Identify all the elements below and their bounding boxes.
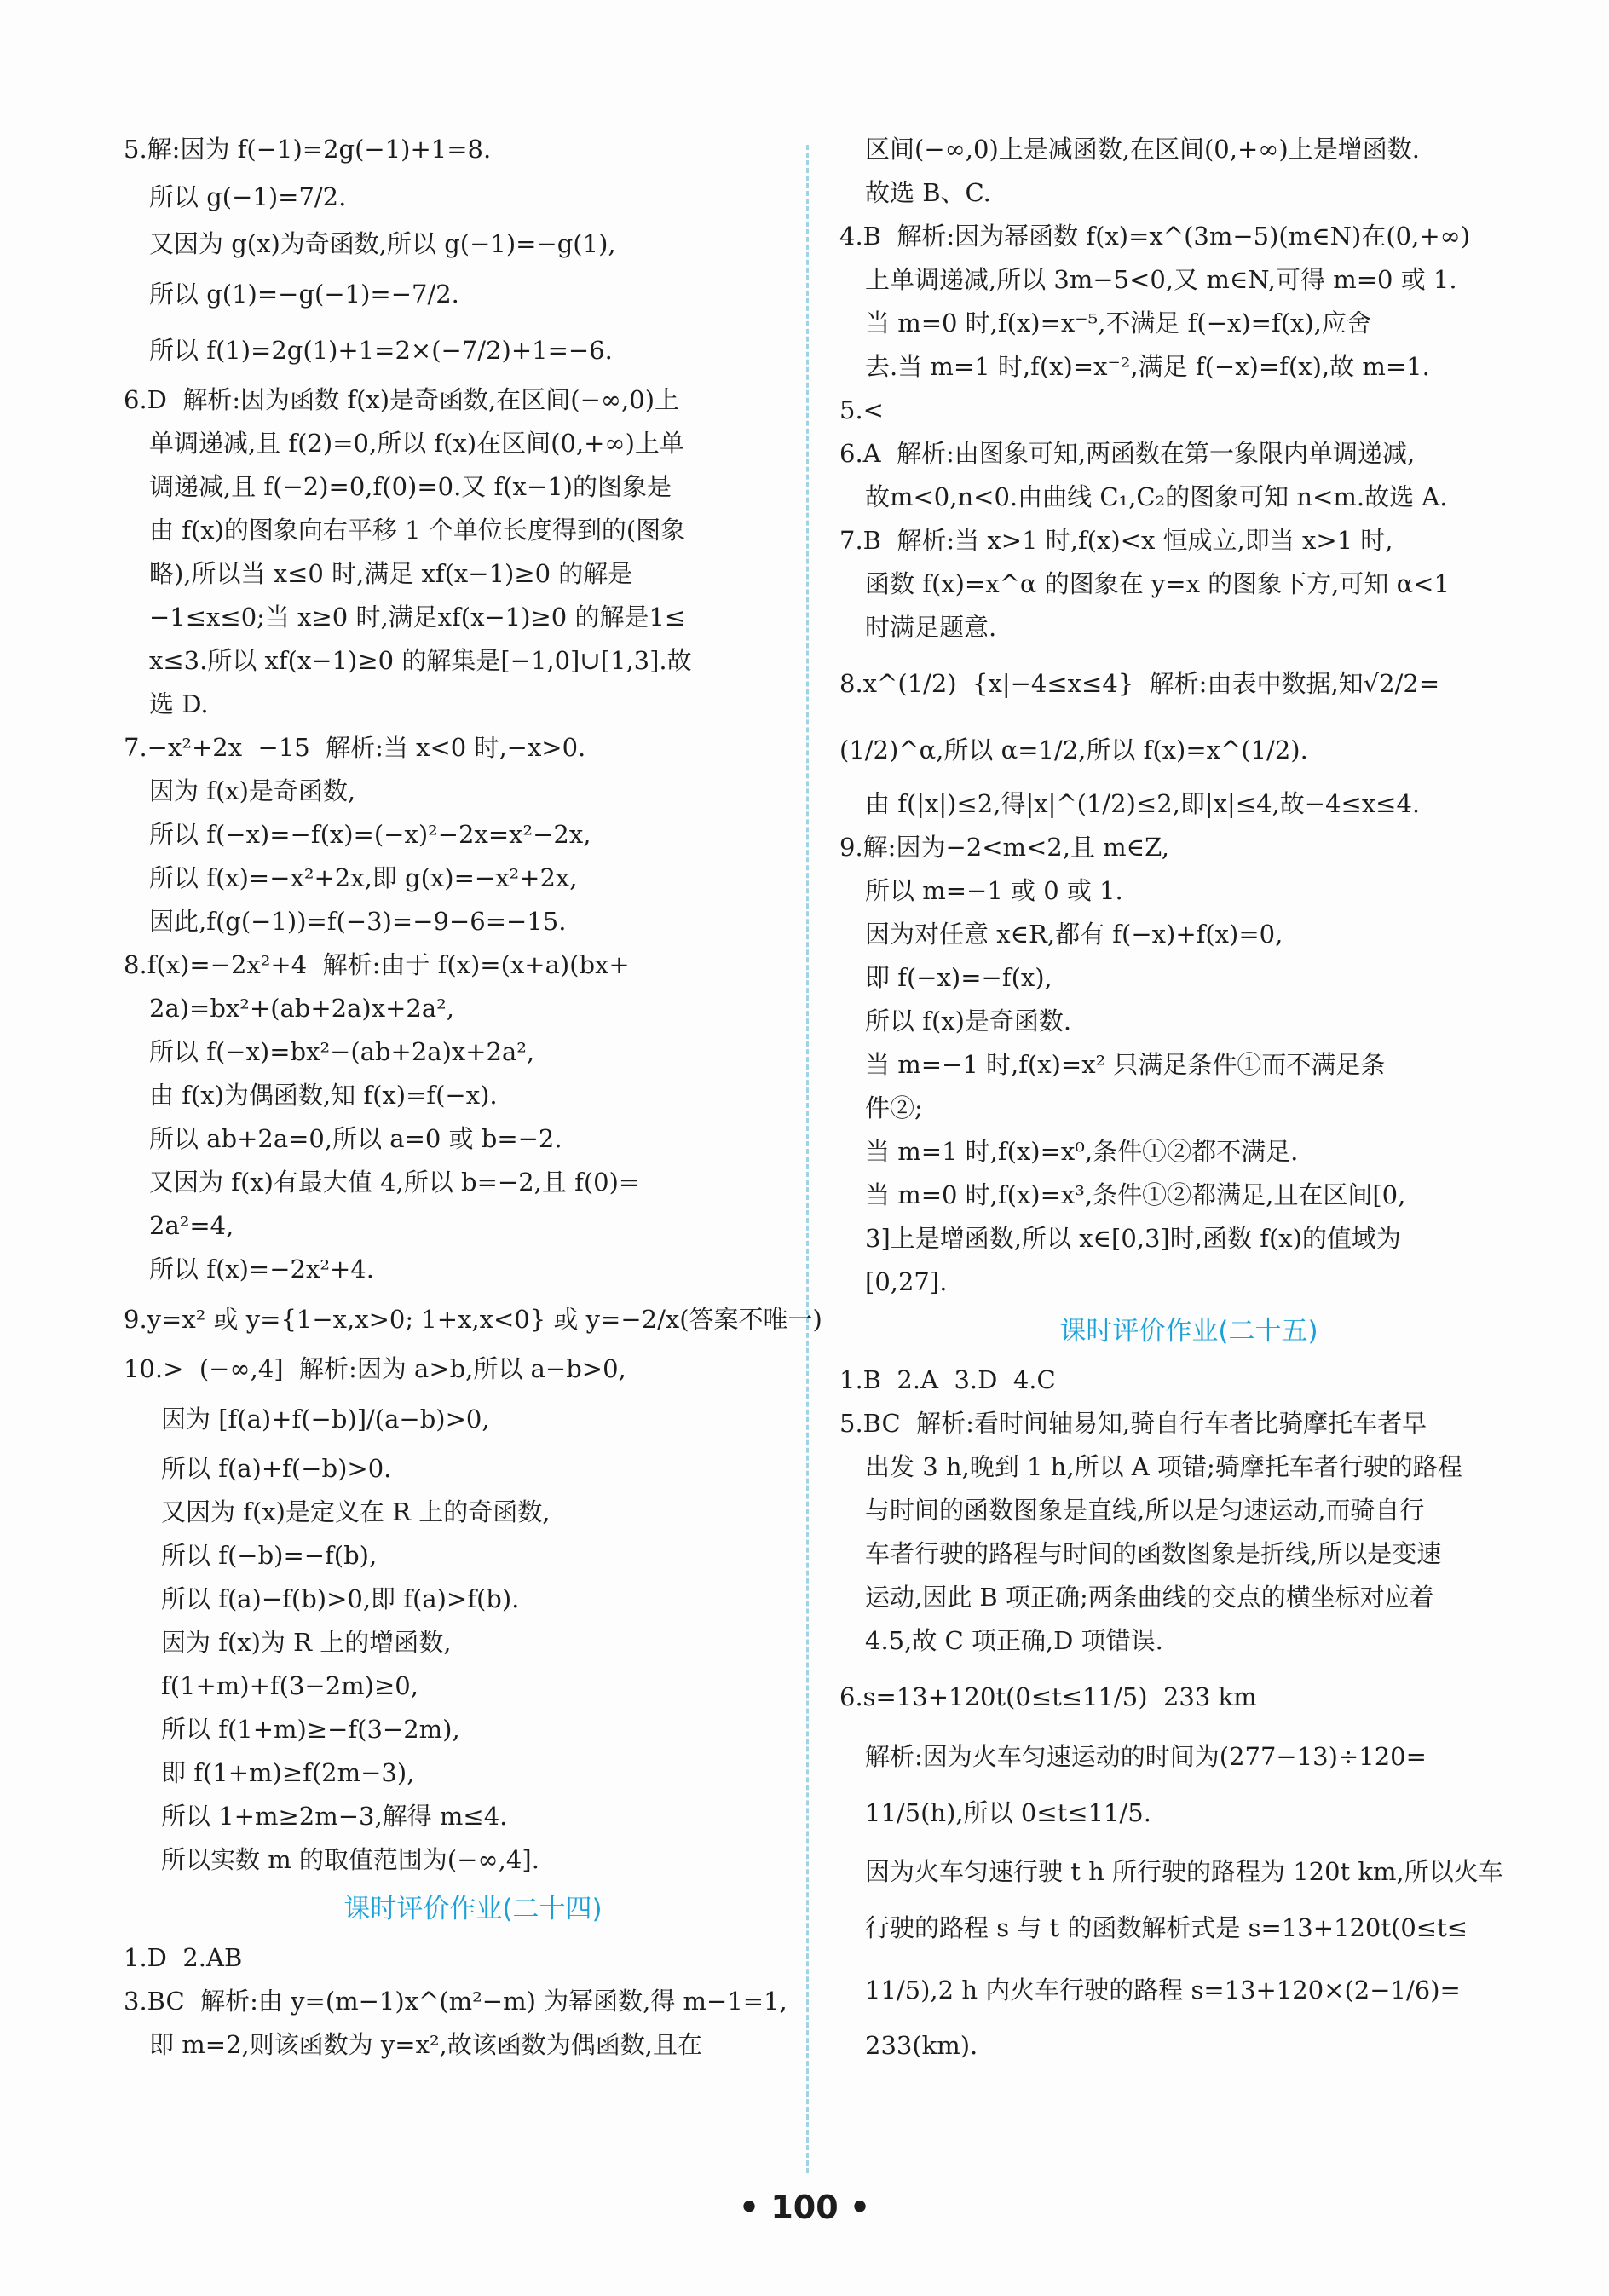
- text-line: 上单调递减,所以 3m−5<0,又 m∈N,可得 m=0 或 1.: [865, 265, 1457, 294]
- text-line: 所以 g(1)=−g(−1)=−7/2.: [149, 280, 459, 309]
- text-line: 解析:因为火车匀速运动的时间为(277−13)÷120=: [865, 1742, 1427, 1771]
- text-line: 所以 f(x)是奇函数.: [865, 1007, 1072, 1036]
- text-line: −1≤x≤0;当 x≥0 时,满足xf(x−1)≥0 的解是1≤: [149, 603, 686, 632]
- text-line: 所以实数 m 的取值范围为(−∞,4].: [161, 1845, 539, 1874]
- text-line: 即 f(1+m)≥f(2m−3),: [161, 1758, 415, 1787]
- text-line: 即 m=2,则该函数为 y=x²,故该函数为偶函数,且在: [149, 2030, 703, 2059]
- text-line: 当 m=0 时,f(x)=x⁻⁵,不满足 f(−x)=f(x),应舍: [865, 309, 1371, 337]
- text-line: 单调递减,且 f(2)=0,所以 f(x)在区间(0,+∞)上单: [149, 429, 684, 458]
- text-line: 所以 ab+2a=0,所以 a=0 或 b=−2.: [149, 1124, 562, 1153]
- text-line: 7.B 解析:当 x>1 时,f(x)<x 恒成立,即当 x>1 时,: [839, 526, 1393, 555]
- text-line: 5.BC 解析:看时间轴易知,骑自行车者比骑摩托车者早: [839, 1409, 1427, 1438]
- text-line: 2a²=4,: [149, 1211, 234, 1240]
- text-line: 11/5(h),所以 0≤t≤11/5.: [865, 1798, 1151, 1827]
- text-line: 2a)=bx²+(ab+2a)x+2a²,: [149, 994, 454, 1023]
- text-line: 7.−x²+2x −15 解析:当 x<0 时,−x>0.: [124, 733, 586, 762]
- text-line: 6.D 解析:因为函数 f(x)是奇函数,在区间(−∞,0)上: [124, 385, 680, 414]
- text-line: 调递减,且 f(−2)=0,f(0)=0.又 f(x−1)的图象是: [149, 472, 672, 501]
- text-line: 件②;: [865, 1093, 923, 1122]
- text-line: 5.解:因为 f(−1)=2g(−1)+1=8.: [124, 135, 492, 164]
- text-line: 去.当 m=1 时,f(x)=x⁻²,满足 f(−x)=f(x),故 m=1.: [865, 352, 1430, 381]
- text-line: 故m<0,n<0.由曲线 C₁,C₂的图象可知 n<m.故选 A.: [865, 482, 1448, 511]
- text-line: 因此,f(g(−1))=f(−3)=−9−6=−15.: [149, 907, 567, 936]
- text-line: 1.B 2.A 3.D 4.C: [839, 1365, 1056, 1394]
- text-line: 所以 f(−x)=bx²−(ab+2a)x+2a²,: [149, 1037, 535, 1066]
- text-line: 6.A 解析:由图象可知,两函数在第一象限内单调递减,: [839, 439, 1416, 468]
- text-line: 因为 f(x)为 R 上的增函数,: [161, 1628, 452, 1657]
- text-line: (1/2)^α,所以 α=1/2,所以 f(x)=x^(1/2).: [839, 736, 1308, 764]
- text-line: 当 m=−1 时,f(x)=x² 只满足条件①而不满足条: [865, 1050, 1386, 1079]
- text-line: 时满足题意.: [865, 613, 997, 642]
- text-line: 当 m=1 时,f(x)=x⁰,条件①②都不满足.: [865, 1137, 1299, 1166]
- text-line: 8.f(x)=−2x²+4 解析:由于 f(x)=(x+a)(bx+: [124, 950, 630, 979]
- text-line: 所以 f(1)=2g(1)+1=2×(−7/2)+1=−6.: [149, 336, 613, 365]
- text-line: 由 f(|x|)≤2,得|x|^(1/2)≤2,即|x|≤4,故−4≤x≤4.: [865, 789, 1421, 818]
- section-heading: 课时评价作业(二十四): [343, 1894, 603, 1924]
- text-line: 10.> (−∞,4] 解析:因为 a>b,所以 a−b>0,: [124, 1354, 626, 1383]
- text-line: [0,27].: [865, 1267, 948, 1296]
- text-line: 由 f(x)为偶函数,知 f(x)=f(−x).: [149, 1081, 498, 1110]
- text-line: 选 D.: [149, 689, 209, 718]
- text-line: 所以 f(x)=−x²+2x,即 g(x)=−x²+2x,: [149, 863, 578, 892]
- text-line: 函数 f(x)=x^α 的图象在 y=x 的图象下方,可知 α<1: [865, 569, 1450, 598]
- text-line: 所以 f(x)=−2x²+4.: [149, 1255, 374, 1284]
- right-column: [839, 128, 1538, 2068]
- text-line: 行驶的路程 s 与 t 的函数解析式是 s=13+120t(0≤t≤: [865, 1913, 1468, 1942]
- page-number: • 100 •: [738, 2189, 871, 2226]
- text-line: 区间(−∞,0)上是减函数,在区间(0,+∞)上是增函数.: [865, 135, 1420, 164]
- text-line: 所以 f(−x)=−f(x)=(−x)²−2x=x²−2x,: [149, 820, 591, 849]
- text-line: x≤3.所以 xf(x−1)≥0 的解集是[−1,0]∪[1,3].故: [149, 646, 692, 675]
- text-line: 3]上是增函数,所以 x∈[0,3]时,函数 f(x)的值域为: [865, 1224, 1401, 1253]
- text-line: 由 f(x)的图象向右平移 1 个单位长度得到的(图象: [149, 516, 686, 545]
- text-line: 所以 f(1+m)≥−f(3−2m),: [161, 1715, 460, 1744]
- text-line: 9.y=x² 或 y={1−x,x>0; 1+x,x<0} 或 y=−2/x(答案不唯一): [124, 1305, 822, 1334]
- text-line: 又因为 f(x)是定义在 R 上的奇函数,: [161, 1497, 551, 1526]
- text-line: 4.5,故 C 项正确,D 项错误.: [865, 1626, 1163, 1655]
- text-line: 4.B 解析:因为幂函数 f(x)=x^(3m−5)(m∈N)在(0,+∞): [839, 222, 1471, 251]
- text-line: 因为 [f(a)+f(−b)]/(a−b)>0,: [161, 1405, 490, 1434]
- text-line: 所以 f(a)−f(b)>0,即 f(a)>f(b).: [161, 1584, 520, 1613]
- text-line: 所以 g(−1)=7/2.: [149, 182, 347, 211]
- text-line: 9.解:因为−2<m<2,且 m∈Z,: [839, 833, 1169, 862]
- text-line: 233(km).: [865, 2031, 978, 2060]
- text-line: 又因为 g(x)为奇函数,所以 g(−1)=−g(1),: [149, 229, 616, 258]
- text-line: 当 m=0 时,f(x)=x³,条件①②都满足,且在区间[0,: [865, 1180, 1406, 1209]
- left-column: [124, 128, 822, 2067]
- text-line: 所以 f(a)+f(−b)>0.: [161, 1454, 392, 1483]
- text-line: 故选 B、C.: [865, 178, 991, 207]
- text-line: 因为 f(x)是奇函数,: [149, 776, 356, 805]
- text-line: 又因为 f(x)有最大值 4,所以 b=−2,且 f(0)=: [149, 1168, 640, 1197]
- text-line: 6.s=13+120t(0≤t≤11/5) 233 km: [839, 1682, 1257, 1711]
- text-line: 8.x^(1/2) {x|−4≤x≤4} 解析:由表中数据,知√2/2=: [839, 669, 1440, 698]
- text-line: 5.<: [839, 395, 884, 424]
- text-line: 所以 m=−1 或 0 或 1.: [865, 876, 1123, 905]
- text-line: 车者行驶的路程与时间的函数图象是折线,所以是变速: [865, 1539, 1442, 1568]
- text-line: 因为对任意 x∈R,都有 f(−x)+f(x)=0,: [865, 920, 1283, 949]
- text-line: 1.D 2.AB: [124, 1943, 243, 1972]
- text-line: 所以 f(−b)=−f(b),: [161, 1541, 378, 1570]
- text-line: 所以 1+m≥2m−3,解得 m≤4.: [161, 1802, 508, 1831]
- text-line: 略),所以当 x≤0 时,满足 xf(x−1)≥0 的解是: [149, 559, 633, 588]
- text-line: 出发 3 h,晚到 1 h,所以 A 项错;骑摩托车者行驶的路程: [865, 1452, 1462, 1481]
- text-line: 3.BC 解析:由 y=(m−1)x^(m²−m) 为幂函数,得 m−1=1,: [124, 1987, 787, 2016]
- text-line: 与时间的函数图象是直线,所以是匀速运动,而骑自行: [865, 1496, 1425, 1525]
- section-heading: 课时评价作业(二十五): [1059, 1316, 1318, 1347]
- text-line: 即 f(−x)=−f(x),: [865, 963, 1052, 992]
- text-line: 因为火车匀速行驶 t h 所行驶的路程为 120t km,所以火车: [865, 1857, 1503, 1886]
- text-line: f(1+m)+f(3−2m)≥0,: [161, 1671, 418, 1700]
- text-line: 11/5),2 h 内火车行驶的路程 s=13+120×(2−1/6)=: [865, 1976, 1461, 2005]
- text-line: 运动,因此 B 项正确;两条曲线的交点的横坐标对应着: [865, 1583, 1434, 1612]
